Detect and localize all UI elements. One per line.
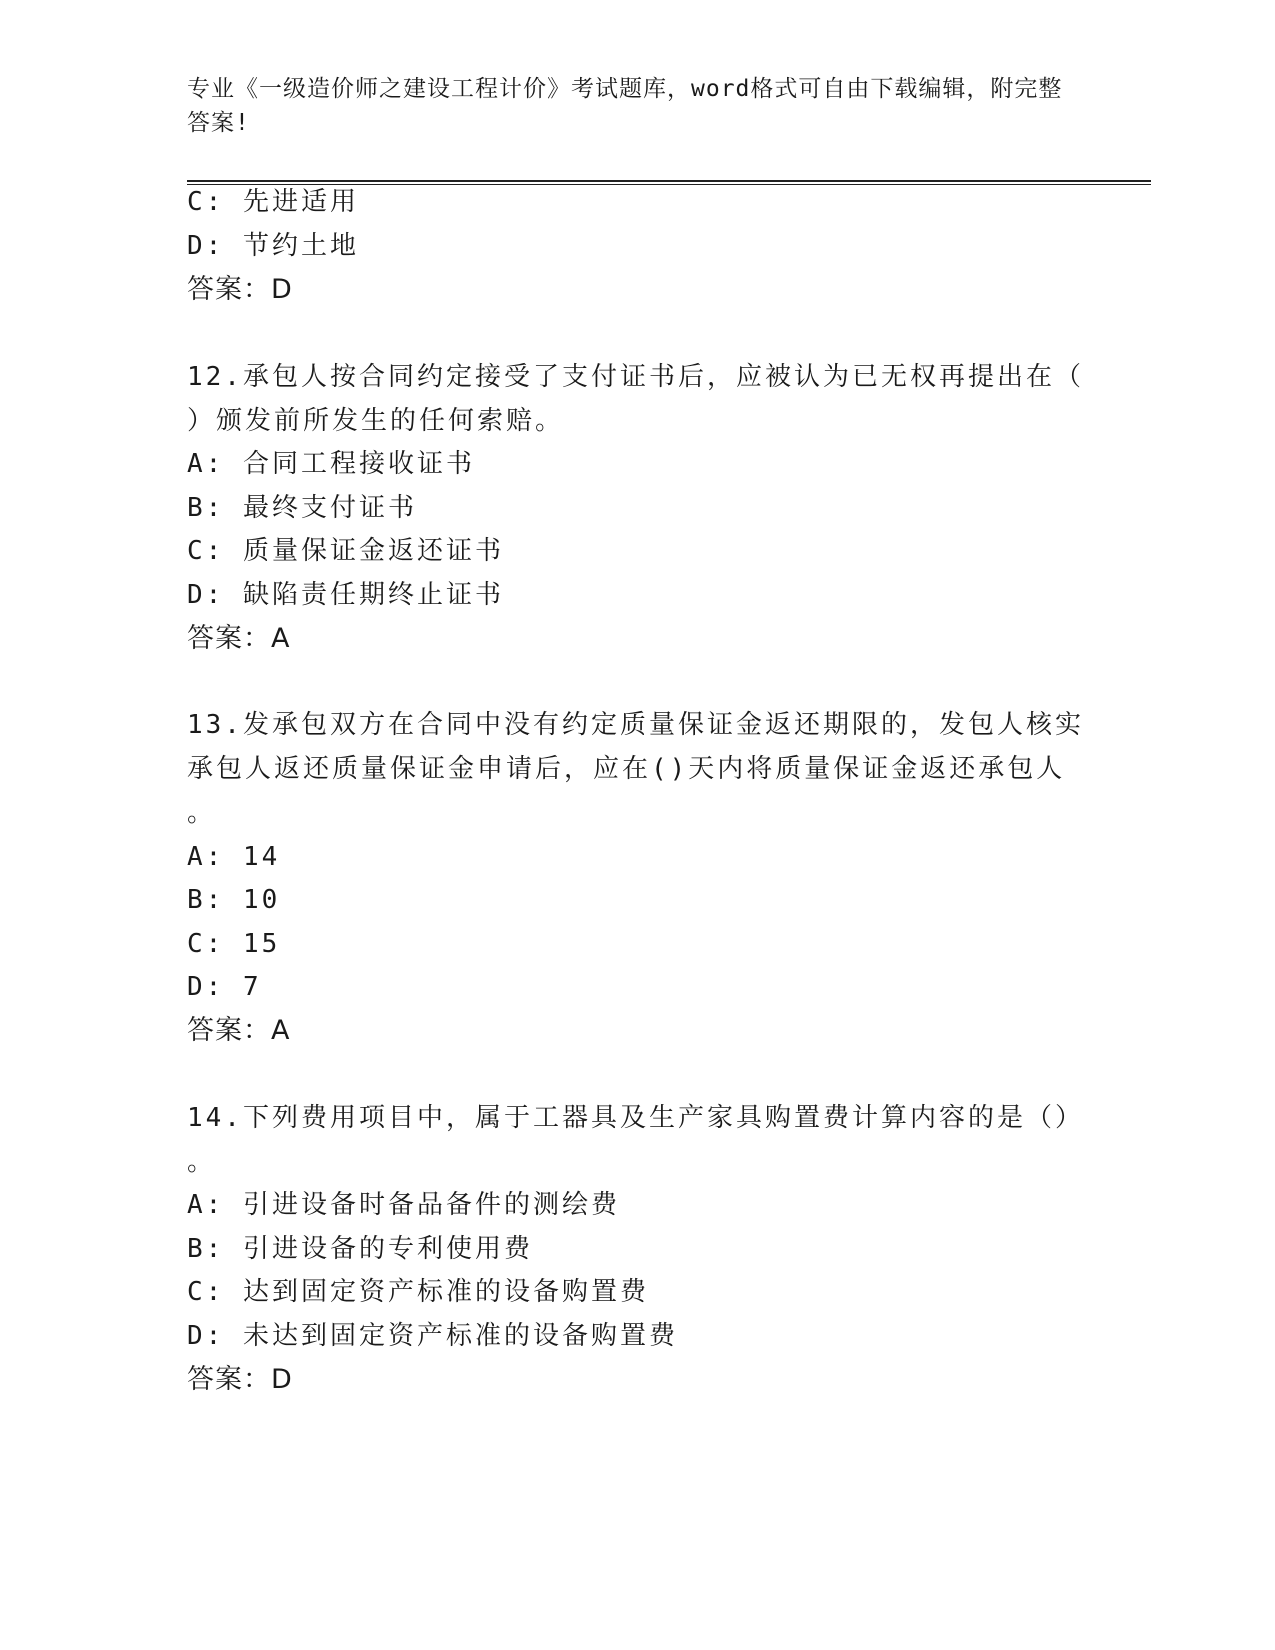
q12-option-d: D: 缺陷责任期终止证书: [187, 580, 504, 610]
q11-option-d: D: 节约土地: [187, 231, 359, 261]
q11-answer: 答案：D: [187, 274, 293, 305]
q12-option-a: A: 合同工程接收证书: [187, 449, 475, 479]
q13-stem-line3: 。: [187, 798, 217, 828]
q13-option-d: D: 7: [187, 972, 262, 1002]
q14-answer: 答案：D: [187, 1364, 293, 1395]
q14-option-b: B: 引进设备的专利使用费: [187, 1234, 533, 1264]
q14-option-c: C: 达到固定资产标准的设备购置费: [187, 1277, 649, 1307]
q14-stem-line2: 。: [187, 1147, 217, 1177]
header-divider: [187, 180, 1151, 182]
q13-stem-line2: 承包人返还质量保证金申请后，应在()天内将质量保证金返还承包人: [187, 754, 1066, 784]
q13-option-a: A: 14: [187, 842, 281, 872]
q12-answer: 答案：A: [187, 623, 291, 654]
page-header: 专业《一级造价师之建设工程计价》考试题库，word格式可自由下载编辑，附完整答案!: [187, 76, 1063, 136]
q14-stem-line1: 14.下列费用项目中，属于工器具及生产家具购置费计算内容的是（）: [187, 1103, 1084, 1133]
q11-option-c: C: 先进适用: [187, 187, 359, 217]
q13-stem-line1: 13.发承包双方在合同中没有约定质量保证金返还期限的，发包人核实: [187, 710, 1084, 740]
q13-option-c: C: 15: [187, 929, 281, 959]
q12-stem-line2: ）颁发前所发生的任何索赔。: [187, 406, 565, 436]
q13-answer: 答案：A: [187, 1015, 291, 1046]
q12-stem-line1: 12.承包人按合同约定接受了支付证书后，应被认为已无权再提出在（: [187, 362, 1084, 392]
q14-option-a: A: 引进设备时备品备件的测绘费: [187, 1190, 620, 1220]
q12-option-c: C: 质量保证金返还证书: [187, 536, 504, 566]
q12-option-b: B: 最终支付证书: [187, 493, 417, 523]
q14-option-d: D: 未达到固定资产标准的设备购置费: [187, 1321, 678, 1351]
q13-option-b: B: 10: [187, 885, 281, 915]
